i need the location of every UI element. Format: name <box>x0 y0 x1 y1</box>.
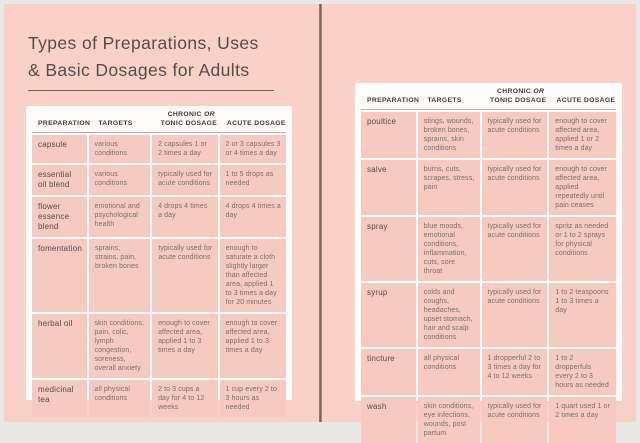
cell-preparation: fomentation <box>32 239 87 312</box>
cell-preparation: capsule <box>32 135 87 163</box>
cell-chronic-dosage: 2 capsules 1 or 2 times a day <box>152 135 217 163</box>
cell-acute-dosage: enough to cover affected area, applied 1 or 2 times a day <box>549 112 616 158</box>
cell-chronic-dosage: typically used for acute conditions <box>482 112 548 158</box>
cell-chronic-dosage: typically used for acute conditions <box>482 160 548 215</box>
cell-acute-dosage: 1 to 2 dropperfuls every 2 to 3 hours as needed <box>549 349 616 395</box>
table-row-tincture <box>361 349 616 395</box>
cell-acute-dosage: 2 or 3 capsules 3 or 4 times a day <box>220 135 286 163</box>
table-row-syrup <box>361 283 616 347</box>
cell-chronic-dosage: typically used for acute conditions <box>482 217 548 281</box>
cell-chronic-dosage: typically used for acute conditions <box>152 165 217 195</box>
cell-targets: various conditions <box>89 135 151 163</box>
column-header-chronic-tonic-dosage: CHRONIC OR TONIC DOSAGE <box>489 88 547 104</box>
cell-targets: various conditions <box>89 165 151 195</box>
table-header-row <box>32 109 286 133</box>
table-row-poultice <box>361 112 616 158</box>
cell-preparation: wash <box>361 397 416 443</box>
cell-targets: blue moods, emotional conditions, inflammation, cuts, sore throat <box>418 217 480 281</box>
cell-acute-dosage: 1 quart used 1 or 2 times a day <box>549 397 616 443</box>
cell-acute-dosage: spritz as needed or 1 to 2 sprays for physical conditions <box>549 217 616 281</box>
table-row-salve <box>361 160 616 215</box>
table-body <box>32 135 286 417</box>
cell-targets: sprains, strains, pain, broken bones <box>89 239 150 312</box>
cell-targets: colds and coughs, headaches, upset stomach, hair and scalp conditions <box>418 283 480 347</box>
cell-acute-dosage: enough to saturate a cloth slightly larger than affected area, applied 1 to 3 times a day for 20 minutes <box>220 239 286 312</box>
cell-preparation: essential oil blend <box>32 165 87 195</box>
cell-preparation: syrup <box>361 283 416 347</box>
cell-acute-dosage: enough to cover affected area, applied repeatedly until pain ceases <box>549 160 616 215</box>
cell-acute-dosage: 1 to 2 teaspoons 1 to 3 times a day <box>549 283 616 347</box>
column-header-acute-dosage: ACUTE DOSAGE <box>556 96 616 104</box>
book-spread <box>4 4 636 437</box>
cell-targets: emotional and psychological health <box>89 197 151 237</box>
cell-chronic-dosage: 4 drops 4 times a day <box>152 197 217 237</box>
cell-preparation: flower essence blend <box>32 197 87 237</box>
cell-chronic-dosage: typically used for acute conditions <box>482 283 548 347</box>
cell-chronic-dosage: 1 dropperful 2 to 3 times a day for 4 to 12 weeks <box>482 349 548 395</box>
table-row-essential-oil-blend <box>32 165 286 195</box>
column-header-preparation: PREPARATION <box>38 119 91 127</box>
cell-acute-dosage: 4 drops 4 times a day <box>220 197 286 237</box>
preparations-table-right <box>355 83 622 437</box>
table-row-capsule <box>32 135 286 163</box>
page-title-line2: & Basic Dosages for Adults <box>28 60 250 80</box>
cell-targets: burns, cuts, scrapes, stress, pain <box>418 160 480 215</box>
cell-targets: skin conditions, pain, colic, lymph congestion, soreness, overall anxiety <box>89 314 151 378</box>
cell-preparation: tincture <box>361 349 416 395</box>
table-row-spray <box>361 217 616 281</box>
cell-acute-dosage: 1 to 5 drops as needed <box>220 165 286 195</box>
table-header-row <box>361 86 616 110</box>
column-header-chronic-tonic-dosage: CHRONIC OR TONIC DOSAGE <box>160 111 218 127</box>
table-row-herbal-oil <box>32 314 286 378</box>
cell-acute-dosage: enough to cover affected area, applied 1 to 3 times a day <box>220 314 286 378</box>
cell-chronic-dosage: typically used for acute conditions <box>152 239 217 312</box>
cell-preparation: herbal oil <box>32 314 87 378</box>
cell-preparation: spray <box>361 217 416 281</box>
table-row-medicinal-tea <box>32 380 286 417</box>
cell-preparation: medicinal tea <box>32 380 87 417</box>
preparations-table-left <box>26 106 292 411</box>
cell-targets: skin conditions, eye infections, wounds, post partum <box>418 397 480 443</box>
column-header-targets: TARGETS <box>98 119 133 127</box>
table-row-fomentation <box>32 239 286 312</box>
page-title-line1: Types of Preparations, Uses <box>28 33 259 53</box>
table-body <box>361 112 616 443</box>
table-row-wash <box>361 397 616 443</box>
page-title <box>28 30 259 84</box>
column-header-targets: TARGETS <box>427 96 462 104</box>
column-header-preparation: PREPARATION <box>367 96 420 104</box>
cell-chronic-dosage: 2 to 3 cups a day for 4 to 12 weeks <box>152 380 217 417</box>
cell-preparation: poultice <box>361 112 416 158</box>
cell-preparation: salve <box>361 160 416 215</box>
cell-chronic-dosage: typically used for acute conditions <box>482 397 548 443</box>
page-gutter-line <box>319 4 322 422</box>
cell-chronic-dosage: enough to cover affected area, applied 1 to 3 times a day <box>152 314 217 378</box>
cell-acute-dosage: 1 cup every 2 to 3 hours as needed <box>220 380 286 417</box>
cell-targets: all physical conditions <box>418 349 480 395</box>
table-row-flower-essence-blend <box>32 197 286 237</box>
cell-targets: all physical conditions <box>89 380 151 417</box>
cell-targets: stings, wounds, broken bones, sprains, skin conditions <box>418 112 480 158</box>
title-underline <box>28 90 274 91</box>
column-header-acute-dosage: ACUTE DOSAGE <box>226 119 286 127</box>
